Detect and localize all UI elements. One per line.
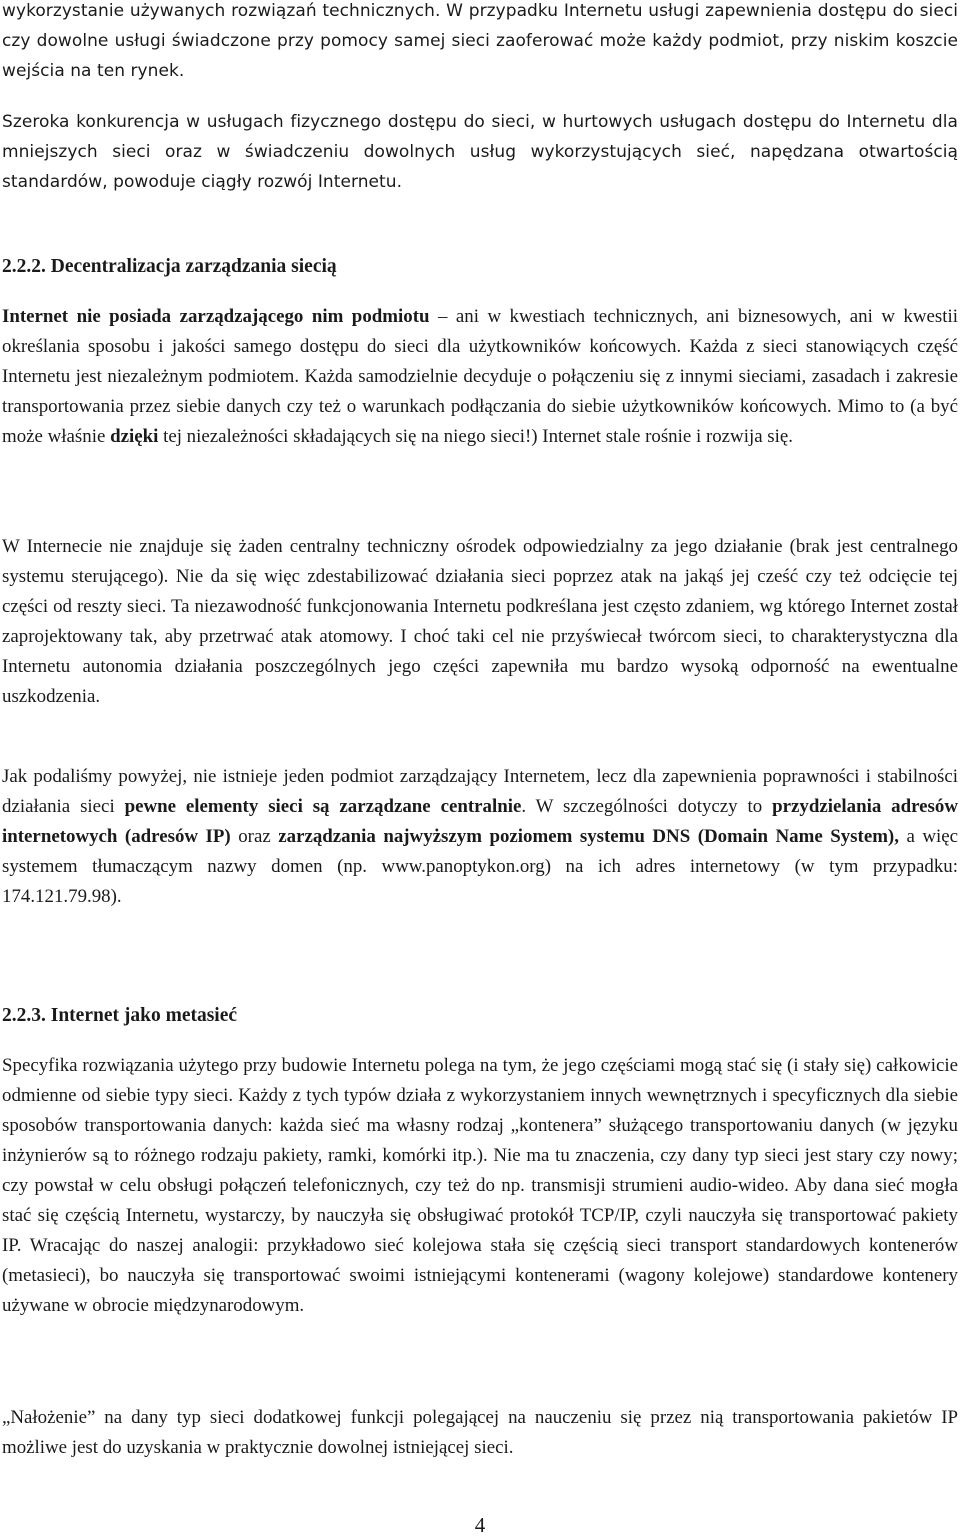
text-run: – ani w kwestiach technicznych, ani biznesowych, ani w kwestii określania sposobu i jakości samego dostępu do sieci dla użytkowników końcowych. Każda z sieci stanowiących część Internetu jest niezależnym podmiotem. Każda samodzielnie decyduje o połączeniu się z innymi sieciami, zasadach i zakresie transportowania przez siebie danych czy też o warunkach podłączania do siebie użytkowników końcowych. Mimo to (a być może właśnie [2,306,958,447]
section-2-2-3-paragraph-2-text: „Nałożenie” na dany typ sieci dodatkowej funkcji polegającej na nauczeniu się przez nią transportowania pakietów IP możliwe jest do uzyskania w praktycznie dowolnej istniejącej sieci. [2,1407,958,1458]
text-run: . W szczególności dotyczy to [521,796,773,817]
bold-phrase: dzięki [110,426,159,447]
intro-paragraph-2-text: Szeroka konkurencja w usługach fizycznego dostępu do sieci, w hurtowych usługach dostępu do Internetu dla mniejszych sieci oraz w świadczeniu dowolnych usług wykorzystujących sieć, napędzana otwartością standardów, powoduje ciągły rozwój Internetu. [2,112,958,192]
section-2-2-2-paragraph-1 [2,302,958,452]
intro-paragraph-2 [2,107,958,197]
text-run: a więc systemem tłumaczącym nazwy domen (np. www.panoptykon.org) na ich adres internetowy (w tym przypadku: 174.121.79.98). [2,826,959,907]
page-number: 4 [474,1513,486,1537]
text-run: tej niezależności składających się na niego sieci!) Internet stale rośnie i rozwija się. [158,426,794,447]
text-run: oraz [230,826,279,847]
section-2-2-2-paragraph-2 [2,532,958,712]
section-2-2-3-paragraph-1-text: Specyfika rozwiązania użytego przy budowie Internetu polega na tym, że jego częściami mogą stać się (i stały się) całkowicie odmienne od siebie typy sieci. Każdy z tych typów działa z wykorzystaniem innych wewnętrznych i specyficznych dla siebie sposobów transportowania danych: każda sieć ma własny rodzaj „kontenera” służącego transportowaniu danych (w języku inżynierów są to różnego rodzaju pakiety, ramki, komórki itp.). Nie ma tu znaczenia, czy dany typ sieci jest stary czy nowy; czy powstał w celu obsługi połączeń telefonicznych, czy też do np. transmisji strumieni audio-wideo. Aby dana sieć mogła stać się częścią Internetu, wystarczy, by nauczyła się obsługiwać protokół TCP/IP, czyli nauczyła się transportować pakiety IP. Wracając do naszej analogii: przykładowo sieć kolejowa stała się częścią sieci transport standardowych kontenerów (metasieci), bo nauczyła się transportować swoimi istniejącymi kontenerami (wagony kolejowe) standardowe kontenery używane w obrocie międzynarodowym. [2,1055,958,1316]
section-2-2-3-paragraph-1 [2,1051,958,1321]
section-heading-2-2-2-text: 2.2.2. Decentralizacja zarządzania siecią [2,256,337,277]
section-2-2-2-paragraph-1-text [2,302,958,452]
bold-phrase: przydzielania adresów internetowych (adresów IP) [2,796,958,847]
section-2-2-2-paragraph-2-text: W Internecie nie znajduje się żaden centralny techniczny ośrodek odpowiedzialny za jego działanie (brak jest centralnego systemu sterującego). Nie da się więc zdestabilizować działania sieci poprzez atak na jakąś jej cześć czy też odcięcie tej części od reszty sieci. Ta niezawodność funkcjonowania Internetu podkreślana jest często zdaniem, wg którego Internet został zaprojektowany tak, aby przetrwać atak atomowy. I choć taki cel nie przyświecał twórcom sieci, to charakterystyczna dla Internetu autonomia działania poszczególnych jego części zapewniła mu bardzo wysoką odporność na ewentualne uszkodzenia. [2,536,958,707]
text-run: Jak podaliśmy powyżej, nie istnieje jeden podmiot zarządzający Internetem, lecz dla zapewnienia poprawności i stabilności działania sieci [2,766,958,817]
bold-phrase: pewne elementy sieci są zarządzane centralnie [124,796,522,817]
section-heading-2-2-2 [2,252,958,282]
intro-paragraph-1 [2,0,958,86]
section-heading-2-2-3 [2,1001,958,1031]
intro-paragraph-1-text: wykorzystanie używanych rozwiązań technicznych. W przypadku Internetu usługi zapewnienia dostępu do sieci czy dowolne usługi świadczone przy pomocy samej sieci zaoferować może każdy podmiot, przy niskim koszcie wejścia na ten rynek. [2,1,958,81]
bold-phrase: zarządzania najwyższym poziomem systemu DNS (Domain Name System), [278,826,899,847]
section-2-2-2-paragraph-3-text [2,762,958,912]
section-2-2-3-paragraph-2 [2,1403,958,1463]
section-heading-2-2-3-text: 2.2.3. Internet jako metasieć [2,1005,238,1026]
bold-phrase: Internet nie posiada zarządzającego nim podmiotu [2,306,430,327]
section-2-2-2-paragraph-3 [2,762,958,912]
